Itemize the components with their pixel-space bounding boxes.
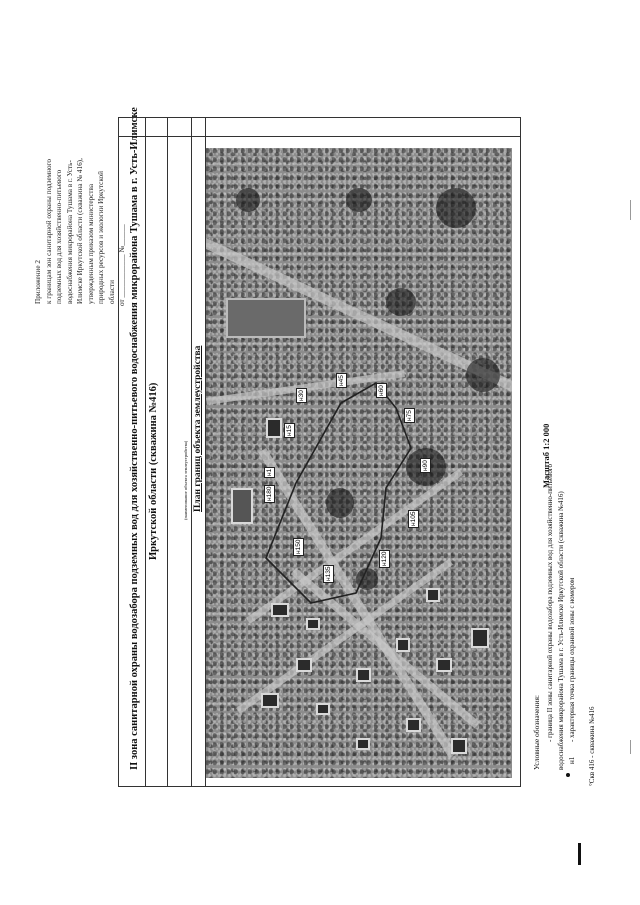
appendix-line: области bbox=[107, 279, 116, 304]
boundary-point-label: н30 bbox=[298, 390, 305, 401]
map-scale: Масштаб 1:2 000 bbox=[541, 423, 551, 488]
legend-well-text: °Скв 416 - скважина №416 bbox=[588, 706, 596, 786]
frame-divider bbox=[145, 118, 146, 786]
aerial-map bbox=[206, 148, 512, 778]
document-title-line2: Иркутской области (скважина №416) bbox=[148, 382, 159, 560]
plan-title: План границ объекта землеустройства bbox=[193, 345, 203, 512]
scan-mark bbox=[630, 740, 631, 754]
appendix-line: утвержденным приказом министерства bbox=[86, 183, 95, 304]
appendix-line: природных ресурсов и экологии Иркутской bbox=[97, 171, 105, 304]
appendix-line: подземных вод для хозяйственно-питьевого bbox=[55, 169, 63, 304]
legend-point-icon bbox=[566, 773, 570, 777]
boundary-point-label: н150 bbox=[295, 539, 302, 554]
boundary-point-label: н90 bbox=[422, 460, 429, 471]
frame-divider bbox=[191, 118, 192, 786]
object-subtitle: (наименование объекта землеустройства) bbox=[183, 440, 188, 520]
legend-boundary-text-2: водоснабжения микрорайона Тушама в г. Усть-Илимске Иркутской области (скважина №416) bbox=[557, 491, 565, 770]
scan-mark bbox=[630, 200, 631, 220]
boundary-point-label: н180 bbox=[266, 486, 273, 501]
appendix-line: Приложение 2 bbox=[34, 260, 42, 304]
boundary-point-label: н15 bbox=[286, 425, 293, 436]
legend-point-symbol: н1 bbox=[568, 756, 576, 764]
appendix-line: Илимске Иркутской области (скважина № 416), bbox=[76, 158, 84, 304]
appendix-line: водоснабжения микрорайона Тушама в г. Усть- bbox=[65, 160, 74, 304]
legend-point-text: - характерная точка границы охранной зоны с номером bbox=[568, 577, 576, 742]
legend-heading: Условные обозначения: bbox=[532, 694, 541, 770]
document-title-line1: II зона санитарной охраны водозабора подземных вод для хозяйственно-питьевого водоснабжения микрорайона Тушама в г. Усть-Илимске bbox=[129, 107, 140, 770]
legend-boundary-line-icon bbox=[578, 843, 581, 865]
boundary-point-label: н60 bbox=[378, 385, 385, 396]
frame-divider bbox=[167, 118, 168, 786]
zone-boundary bbox=[206, 148, 512, 778]
boundary-point-label: н1 bbox=[266, 468, 273, 476]
boundary-point-label: н105 bbox=[410, 511, 417, 526]
boundary-point-label: н75 bbox=[406, 410, 413, 421]
legend-boundary-text: - граница II зоны санитарной охраны водозабора подземных вод для хозяйственно-питьевого bbox=[546, 463, 554, 742]
boundary-point-label: н120 bbox=[381, 551, 388, 566]
frame-divider bbox=[119, 136, 520, 137]
appendix-line: к границам зон санитарной охраны подземного bbox=[44, 158, 53, 304]
boundary-point-label: н45 bbox=[338, 375, 345, 386]
appendix-line: от ____________ №______ bbox=[118, 224, 126, 306]
boundary-point-label: н135 bbox=[325, 566, 332, 581]
